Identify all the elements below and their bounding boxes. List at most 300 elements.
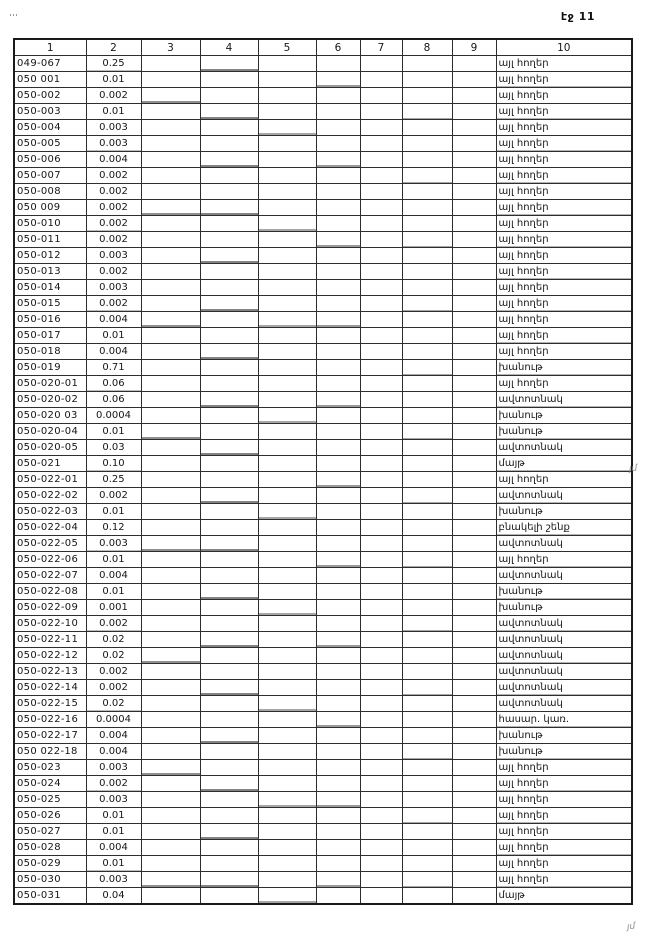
table-row [14,184,632,200]
parcel-code-cell: 050-026 [14,808,86,824]
empty-cell [402,600,452,616]
empty-cell [360,120,402,136]
empty-cell [200,424,258,440]
empty-cell [200,824,258,840]
area-cell: 0.002 [86,776,141,792]
area-cell: 0.25 [86,56,141,72]
area-cell: 0.01 [86,856,141,872]
empty-cell [360,584,402,600]
area-cell: 0.01 [86,584,141,600]
area-cell: 0.02 [86,648,141,664]
usage-cell: այլ հողեր [496,152,632,168]
table-row [14,520,632,536]
empty-cell [452,744,496,760]
area-cell: 0.0004 [86,408,141,424]
empty-cell [141,872,200,888]
empty-cell [258,424,316,440]
empty-cell [141,632,200,648]
empty-cell [141,456,200,472]
empty-cell [360,216,402,232]
area-cell: 0.002 [86,616,141,632]
parcel-code-cell: 050 001 [14,72,86,88]
table-row [14,152,632,168]
parcel-code-cell: 050-010 [14,216,86,232]
empty-cell [452,792,496,808]
table-row [14,472,632,488]
empty-cell [452,664,496,680]
empty-cell [402,424,452,440]
table-row [14,632,632,648]
table-row [14,264,632,280]
empty-cell [452,264,496,280]
empty-cell [258,296,316,312]
parcel-code-cell: 050-024 [14,776,86,792]
empty-cell [200,472,258,488]
empty-cell [402,136,452,152]
empty-cell [316,872,360,888]
empty-cell [200,120,258,136]
empty-cell [258,760,316,776]
area-cell: 0.003 [86,120,141,136]
column-header: 2 [86,39,141,56]
empty-cell [258,712,316,728]
empty-cell [316,600,360,616]
empty-cell [452,312,496,328]
empty-cell [316,664,360,680]
usage-cell: ավտոտնակ [496,536,632,552]
empty-cell [200,408,258,424]
empty-cell [452,696,496,712]
empty-cell [258,344,316,360]
empty-cell [360,392,402,408]
empty-cell [316,136,360,152]
table-row [14,584,632,600]
empty-cell [402,104,452,120]
empty-cell [258,680,316,696]
empty-cell [402,664,452,680]
empty-cell [402,472,452,488]
empty-cell [141,248,200,264]
usage-cell: խանութ [496,408,632,424]
usage-cell: այլ հողեր [496,824,632,840]
empty-cell [258,216,316,232]
empty-cell [316,888,360,905]
empty-cell [360,280,402,296]
area-cell: 0.003 [86,136,141,152]
usage-cell: այլ հողեր [496,184,632,200]
empty-cell [360,56,402,72]
usage-cell: խանութ [496,360,632,376]
empty-cell [258,584,316,600]
empty-cell [452,280,496,296]
empty-cell [452,888,496,905]
area-cell: 0.02 [86,632,141,648]
margin-handwritten-mark: յմ [626,921,636,933]
empty-cell [452,648,496,664]
usage-cell: այլ հողեր [496,312,632,328]
area-cell: 0.002 [86,232,141,248]
empty-cell [200,856,258,872]
parcel-code-cell: 050-003 [14,104,86,120]
empty-cell [258,872,316,888]
empty-cell [141,552,200,568]
empty-cell [141,840,200,856]
empty-cell [141,280,200,296]
empty-cell [316,216,360,232]
empty-cell [200,216,258,232]
empty-cell [360,888,402,905]
parcel-code-cell: 050-022-17 [14,728,86,744]
area-cell: 0.01 [86,504,141,520]
empty-cell [316,184,360,200]
empty-cell [141,680,200,696]
empty-cell [402,184,452,200]
table-row [14,664,632,680]
empty-cell [141,72,200,88]
parcel-code-cell: 050-022-15 [14,696,86,712]
area-cell: 0.004 [86,312,141,328]
empty-cell [141,824,200,840]
empty-cell [402,648,452,664]
empty-cell [360,696,402,712]
empty-cell [200,568,258,584]
table-row [14,296,632,312]
parcel-code-cell: 050-027 [14,824,86,840]
usage-cell: այլ հողեր [496,296,632,312]
usage-cell: այլ հողեր [496,552,632,568]
parcel-code-cell: 049-067 [14,56,86,72]
empty-cell [141,168,200,184]
empty-cell [258,184,316,200]
empty-cell [360,264,402,280]
empty-cell [200,792,258,808]
empty-cell [360,376,402,392]
empty-cell [452,184,496,200]
empty-cell [452,424,496,440]
empty-cell [200,488,258,504]
column-header: 5 [258,39,316,56]
usage-cell: ավտոտնակ [496,488,632,504]
usage-cell: այլ հողեր [496,472,632,488]
empty-cell [452,776,496,792]
empty-cell [402,760,452,776]
table-row [14,56,632,72]
empty-cell [141,888,200,905]
table-row [14,744,632,760]
empty-cell [258,824,316,840]
parcel-code-cell: 050-022-06 [14,552,86,568]
table-row [14,88,632,104]
empty-cell [360,440,402,456]
empty-cell [402,216,452,232]
empty-cell [402,392,452,408]
parcel-code-cell: 050-022-14 [14,680,86,696]
empty-cell [452,88,496,104]
empty-cell [402,56,452,72]
empty-cell [141,264,200,280]
empty-cell [452,840,496,856]
empty-cell [402,456,452,472]
parcel-code-cell: 050-004 [14,120,86,136]
table-row [14,792,632,808]
empty-cell [316,392,360,408]
empty-cell [141,472,200,488]
empty-cell [402,328,452,344]
usage-cell: այլ հողեր [496,232,632,248]
empty-cell [258,728,316,744]
empty-cell [402,776,452,792]
empty-cell [141,584,200,600]
empty-cell [316,168,360,184]
empty-cell [200,280,258,296]
empty-cell [258,392,316,408]
empty-cell [200,520,258,536]
empty-cell [200,584,258,600]
empty-cell [452,456,496,472]
empty-cell [200,760,258,776]
empty-cell [141,728,200,744]
empty-cell [141,424,200,440]
empty-cell [200,536,258,552]
empty-cell [258,600,316,616]
table-row [14,552,632,568]
empty-cell [141,344,200,360]
parcel-code-cell: 050-020-02 [14,392,86,408]
parcel-code-cell: 050 009 [14,200,86,216]
empty-cell [316,200,360,216]
area-cell: 0.06 [86,376,141,392]
column-header: 9 [452,39,496,56]
empty-cell [360,648,402,664]
empty-cell [141,808,200,824]
empty-cell [360,664,402,680]
empty-cell [258,568,316,584]
empty-cell [316,616,360,632]
empty-cell [258,776,316,792]
empty-cell [316,808,360,824]
table-row [14,232,632,248]
table-row [14,392,632,408]
empty-cell [360,232,402,248]
empty-cell [200,728,258,744]
empty-cell [402,296,452,312]
empty-cell [402,552,452,568]
empty-cell [402,344,452,360]
empty-cell [141,120,200,136]
column-header: 3 [141,39,200,56]
area-cell: 0.10 [86,456,141,472]
area-cell: 0.01 [86,824,141,840]
table-row [14,488,632,504]
empty-cell [258,312,316,328]
usage-cell: այլ հողեր [496,840,632,856]
empty-cell [258,648,316,664]
empty-cell [200,88,258,104]
empty-cell [141,648,200,664]
empty-cell [452,152,496,168]
empty-cell [402,744,452,760]
empty-cell [141,136,200,152]
empty-cell [316,824,360,840]
empty-cell [452,200,496,216]
usage-cell: ավտոտնակ [496,664,632,680]
empty-cell [200,232,258,248]
empty-cell [360,776,402,792]
empty-cell [200,664,258,680]
column-header: 4 [200,39,258,56]
empty-cell [258,632,316,648]
usage-cell: խանութ [496,424,632,440]
empty-cell [360,488,402,504]
empty-cell [200,456,258,472]
empty-cell [360,632,402,648]
empty-cell [316,248,360,264]
empty-cell [141,616,200,632]
empty-cell [452,504,496,520]
empty-cell [200,648,258,664]
table-row [14,168,632,184]
table-row [14,648,632,664]
empty-cell [452,248,496,264]
table-row [14,536,632,552]
area-cell: 0.004 [86,744,141,760]
empty-cell [141,568,200,584]
empty-cell [316,488,360,504]
area-cell: 0.002 [86,664,141,680]
empty-cell [360,872,402,888]
table-row [14,248,632,264]
empty-cell [316,456,360,472]
empty-cell [360,168,402,184]
empty-cell [452,712,496,728]
area-cell: 0.003 [86,280,141,296]
parcel-code-cell: 050-013 [14,264,86,280]
empty-cell [360,504,402,520]
empty-cell [402,888,452,905]
empty-cell [200,168,258,184]
empty-cell [258,616,316,632]
area-cell: 0.003 [86,792,141,808]
parcel-code-cell: 050-023 [14,760,86,776]
area-cell: 0.25 [86,472,141,488]
empty-cell [402,520,452,536]
empty-cell [258,792,316,808]
empty-cell [452,536,496,552]
empty-cell [258,488,316,504]
empty-cell [402,264,452,280]
empty-cell [452,728,496,744]
empty-cell [316,88,360,104]
area-cell: 0.004 [86,344,141,360]
empty-cell [200,72,258,88]
parcel-code-cell: 050-022-05 [14,536,86,552]
parcel-code-cell: 050-022-11 [14,632,86,648]
empty-cell [360,856,402,872]
empty-cell [402,824,452,840]
parcel-code-cell: 050-020-04 [14,424,86,440]
empty-cell [402,536,452,552]
empty-cell [141,520,200,536]
parcel-code-cell: 050-016 [14,312,86,328]
table-row [14,408,632,424]
area-cell: 0.01 [86,328,141,344]
empty-cell [452,632,496,648]
empty-cell [258,264,316,280]
parcel-code-cell: 050-025 [14,792,86,808]
empty-cell [402,152,452,168]
empty-cell [360,808,402,824]
empty-cell [316,424,360,440]
empty-cell [452,136,496,152]
empty-cell [316,120,360,136]
table-row [14,216,632,232]
empty-cell [258,504,316,520]
area-cell: 0.002 [86,296,141,312]
empty-cell [200,312,258,328]
empty-cell [316,568,360,584]
empty-cell [200,808,258,824]
parcel-code-cell: 050-020-01 [14,376,86,392]
empty-cell [200,136,258,152]
empty-cell [452,616,496,632]
usage-cell: ավտոտնակ [496,680,632,696]
empty-cell [360,472,402,488]
table-row [14,360,632,376]
empty-cell [258,72,316,88]
table-row [14,776,632,792]
parcel-code-cell: 050-031 [14,888,86,905]
empty-cell [360,760,402,776]
empty-cell [402,280,452,296]
usage-cell: ավտոտնակ [496,440,632,456]
empty-cell [360,88,402,104]
empty-cell [402,680,452,696]
empty-cell [200,104,258,120]
usage-cell: խանութ [496,744,632,760]
empty-cell [200,632,258,648]
usage-cell: այլ հողեր [496,872,632,888]
empty-cell [316,56,360,72]
empty-cell [402,808,452,824]
table-row [14,856,632,872]
empty-cell [452,120,496,136]
empty-cell [258,696,316,712]
usage-cell: այլ հողեր [496,280,632,296]
empty-cell [402,408,452,424]
land-parcel-table [13,38,633,905]
empty-cell [316,152,360,168]
table-row [14,328,632,344]
table-row [14,280,632,296]
table-row [14,344,632,360]
empty-cell [316,312,360,328]
area-cell: 0.002 [86,184,141,200]
empty-cell [360,616,402,632]
empty-cell [402,632,452,648]
table-row [14,456,632,472]
usage-cell: այլ հողեր [496,856,632,872]
parcel-code-cell: 050-012 [14,248,86,264]
empty-cell [141,536,200,552]
scan-noise-mark [10,14,18,16]
empty-cell [402,232,452,248]
empty-cell [402,248,452,264]
table-row [14,120,632,136]
empty-cell [360,824,402,840]
empty-cell [402,312,452,328]
empty-cell [200,888,258,905]
parcel-code-cell: 050-021 [14,456,86,472]
